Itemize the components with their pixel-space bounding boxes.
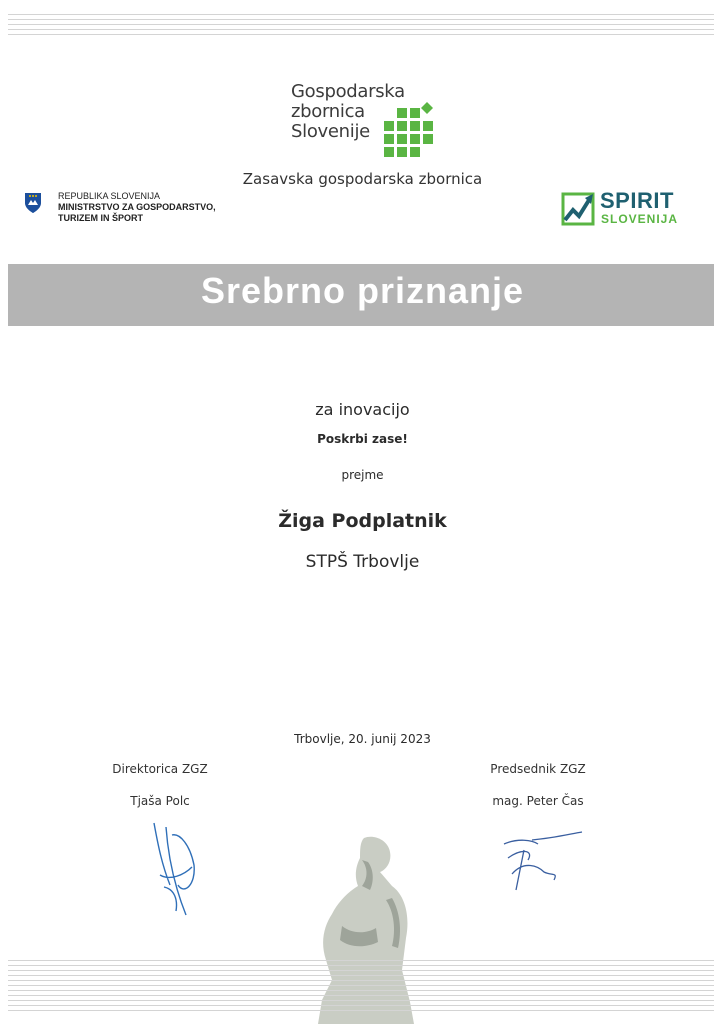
gzs-name-line-2: zbornica [291, 101, 365, 122]
top-decorative-lines [8, 14, 714, 39]
spirit-subtitle: SLOVENIJA [601, 212, 679, 226]
regional-chamber-name: Zasavska gospodarska zbornica [242, 170, 483, 188]
gzs-name-line-3: Slovenije [291, 121, 370, 142]
gzs-logo [289, 80, 449, 160]
signatory-right-name: mag. Peter Čas [492, 794, 584, 808]
ministry-label [58, 191, 216, 224]
place-and-date: Trbovlje, 20. junij 2023 [294, 732, 431, 746]
for-innovation-label: za inovacijo [315, 400, 410, 419]
signatory-left-name: Tjaša Polc [130, 794, 190, 808]
signature-left-image [140, 815, 210, 925]
certificate-title: Srebrno priznanje [200, 270, 525, 311]
gzs-name-line-1: Gospodarska [291, 81, 405, 102]
coat-of-arms-icon [24, 192, 42, 214]
spirit-chart-icon [561, 190, 597, 226]
ministry-line-3: TURIZEM IN ŠPORT [58, 213, 143, 223]
innovation-name: Poskrbi zase! [317, 432, 408, 446]
recipient-name: Žiga Podplatnik [278, 510, 447, 532]
gzs-grid-icon [377, 98, 435, 158]
recipient-school: STPŠ Trbovlje [305, 552, 420, 572]
signature-right-image [498, 830, 588, 900]
receives-label: prejme [341, 468, 384, 482]
signatory-right-role: Predsednik ZGZ [490, 762, 586, 776]
spirit-wordmark: SPIRIT [600, 188, 674, 213]
bottom-decorative-lines [8, 960, 714, 1015]
ministry-line-2: MINISTRSTVO ZA GOSPODARSTVO, [58, 202, 216, 212]
ministry-line-1: REPUBLIKA SLOVENIJA [58, 191, 161, 201]
signatory-left-role: Direktorica ZGZ [112, 762, 208, 776]
